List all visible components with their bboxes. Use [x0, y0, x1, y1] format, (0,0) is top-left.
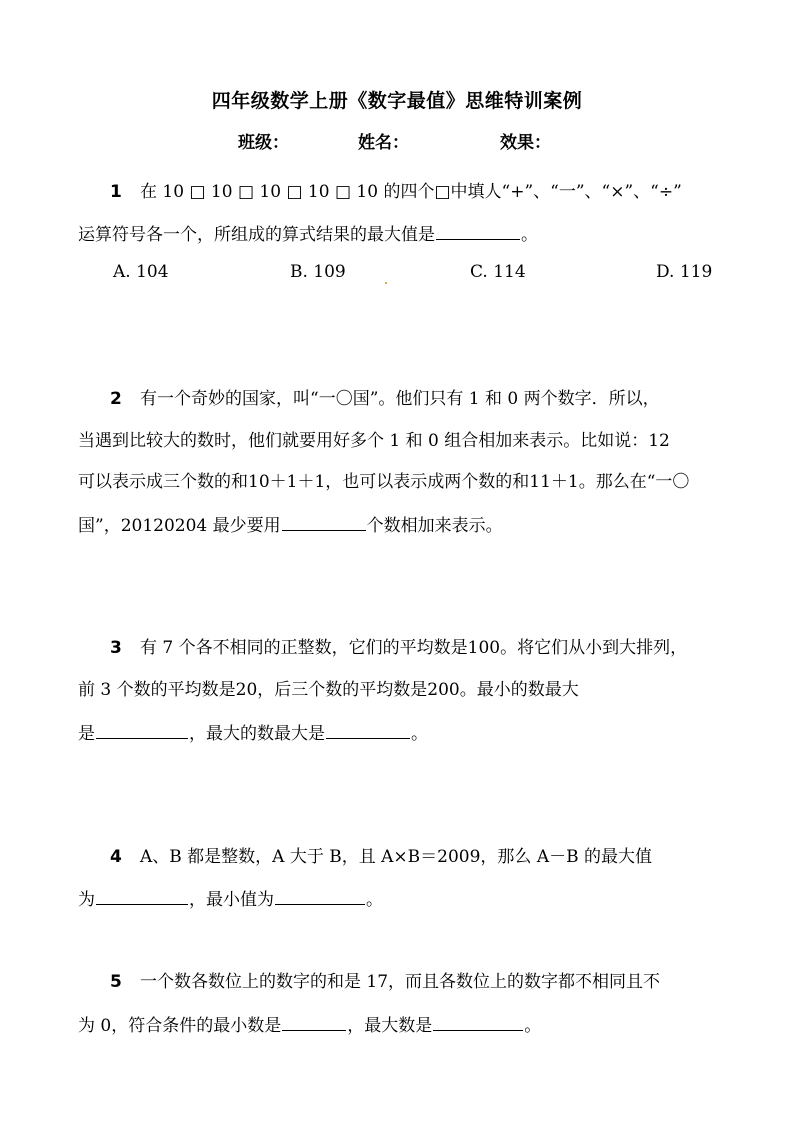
question-1-line-1 [110, 180, 682, 204]
answer-blank[interactable] [96, 720, 188, 739]
question-number: 1 [110, 182, 122, 202]
question-2-line-2 [78, 429, 670, 453]
answer-blank[interactable] [326, 720, 410, 739]
answer-blank[interactable] [433, 1012, 523, 1031]
question-3-line-3 [78, 720, 428, 746]
name-label: 姓名： [358, 133, 409, 153]
question-text: 可以表示成三个数的和10＋1＋1，也可以表示成两个数的和11＋1。那么在“一〇 [78, 472, 690, 492]
question-text: 。 [524, 1016, 542, 1036]
question-1-line-2 [78, 221, 538, 247]
answer-blank[interactable] [282, 1012, 346, 1031]
question-text: 是 [78, 724, 95, 744]
option-a[interactable]: A. 104 [113, 262, 169, 282]
answer-blank[interactable] [275, 886, 365, 905]
question-1-options [0, 262, 794, 286]
question-5-line-2 [78, 1012, 541, 1038]
question-text: 当遇到比较大的数时，他们就要用好多个 1 和 0 组合相加来表示。比如说：12 [78, 431, 670, 451]
question-2-line-3 [78, 470, 689, 494]
option-b[interactable]: B. 109 [290, 262, 346, 282]
question-text: 有一个奇妙的国家，叫“一〇国”。他们只有 1 和 0 两个数字．所以， [140, 389, 660, 409]
question-text: ，最大的数最大是 [189, 724, 325, 744]
question-text: 运算符号各一个，所组成的算式结果的最大值是 [78, 225, 435, 245]
answer-blank[interactable] [282, 512, 366, 531]
question-number: 3 [110, 638, 122, 658]
question-text: 在 10 □ 10 □ 10 □ 10 □ 10 的四个□中填人“+”、“一”、“×”、“÷” [140, 182, 682, 202]
question-2-line-1 [110, 387, 660, 411]
question-text: 为 0，符合条件的最小数是 [78, 1016, 282, 1036]
question-4-line-2 [78, 886, 383, 912]
question-text: 。 [366, 890, 383, 910]
question-2-line-4 [78, 512, 503, 538]
option-d[interactable]: D. 119 [656, 262, 713, 282]
question-text: ，最小值为 [189, 890, 274, 910]
question-text: 。 [521, 225, 538, 245]
question-text: ，最大数是 [347, 1016, 433, 1036]
question-number: 4 [110, 847, 122, 867]
question-3-line-1 [110, 636, 687, 660]
question-4-line-1 [110, 845, 652, 869]
question-text: 。 [411, 724, 428, 744]
student-info-row [0, 128, 794, 154]
ink-dot [385, 282, 387, 284]
question-text: 国”，20120204 最少要用 [78, 516, 281, 536]
question-text: 前 3 个数的平均数是20，后三个数的平均数是200。最小的数最大 [78, 680, 579, 700]
question-text: 个数相加来表示。 [366, 516, 503, 536]
question-text: 有 7 个各不相同的正整数，它们的平均数是100。将它们从小到大排列， [140, 638, 688, 658]
question-5-line-1 [110, 970, 660, 994]
question-text: 为 [78, 890, 95, 910]
question-3-line-2 [78, 678, 579, 702]
question-number: 5 [110, 972, 122, 992]
question-text: 一个数各数位上的数字的和是 17，而且各数位上的数字都不相同且不 [140, 972, 661, 992]
answer-blank[interactable] [436, 221, 520, 240]
option-c[interactable]: C. 114 [470, 262, 526, 282]
question-text: A、B 都是整数，A 大于 B，且 A×B＝2009，那么 A－B 的最大值 [140, 847, 653, 867]
class-label: 班级： [238, 133, 289, 153]
result-label: 效果： [500, 133, 551, 153]
page-title: 四年级数学上册《数字最值》思维特训案例 [211, 90, 583, 112]
answer-blank[interactable] [96, 886, 188, 905]
question-number: 2 [110, 389, 122, 409]
